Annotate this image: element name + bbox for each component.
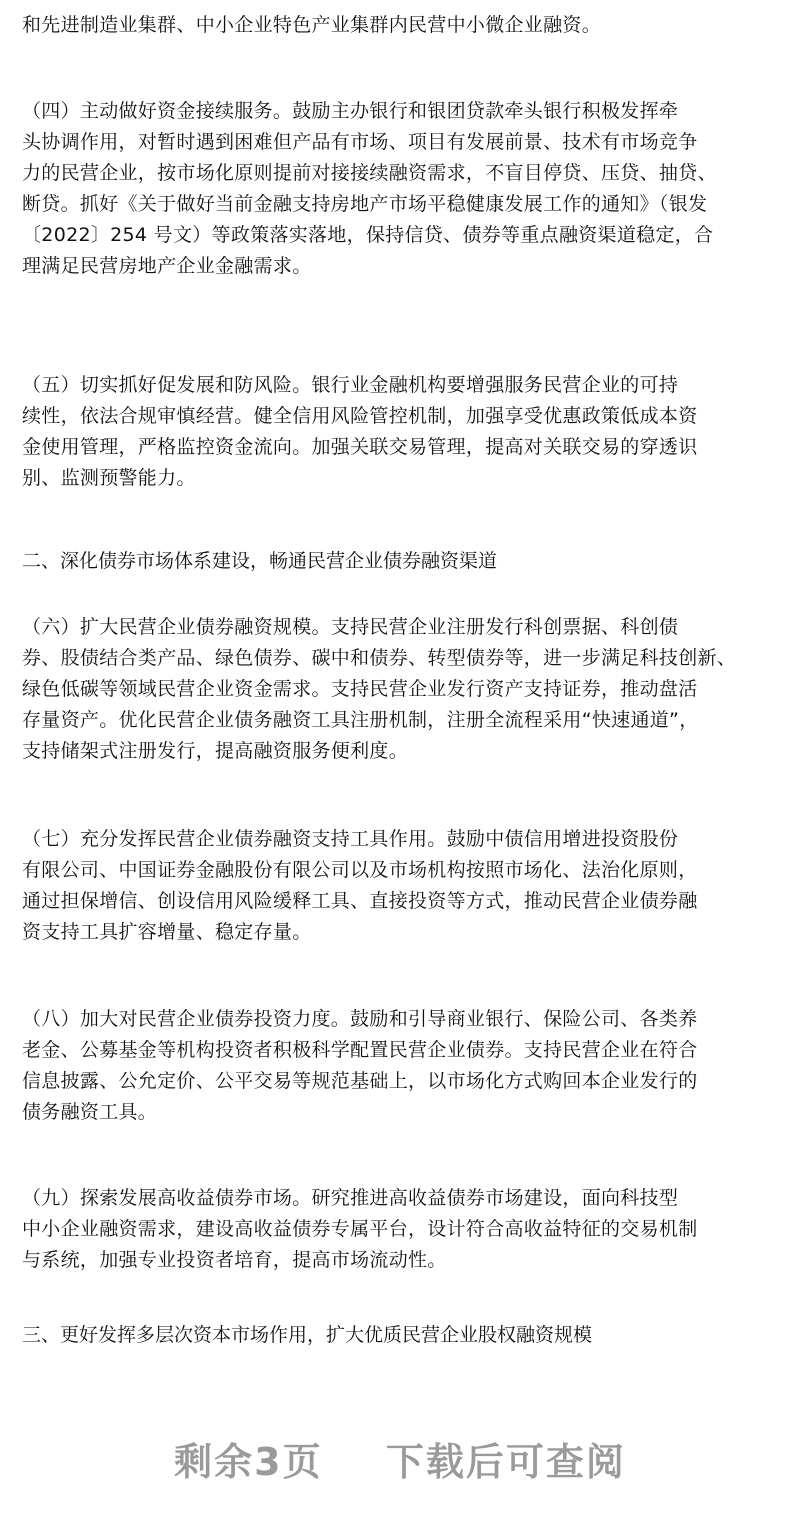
download-prompt[interactable] — [0, 1432, 800, 1492]
paragraph-7: （七）充分发挥民营企业债券融资支持工具作用。鼓励中债信用增进投资股份 有限公司、中国证券金融股份有限公司以及市场机构按照市场化、法治化原则， 通过担保增信、创设信用风险缓释工具、直接投资等方式，推动民营企业债券融 资支持工具扩容增量、稳定存量。 — [22, 828, 698, 943]
remaining-pages-label: 剩余3页 — [174, 1440, 323, 1484]
paragraph-8: （八）加大对民营企业债券投资力度。鼓励和引导商业银行、保险公司、各类养 老金、公募基金等机构投资者积极科学配置民营企业债券。支持民营企业在符合 信息披露、公允定价、公平交易等规范基础上，以市场化方式购回本企业发行的 债务融资工具。 — [22, 1008, 698, 1123]
paragraph-9: （九）探索发展高收益债券市场。研究推进高收益债券市场建设，面向科技型 中小企业融资需求，建设高收益债券专属平台，设计符合高收益特征的交易机制 与系统，加强专业投资者培育，提高市场流动性。 — [22, 1187, 698, 1271]
paragraph-4: （四）主动做好资金接续服务。鼓励主办银行和银团贷款牵头银行积极发挥牵 头协调作用，对暂时遇到困难但产品有市场、项目有发展前景、技术有市场竞争 力的民营企业，按市场化原则提前对接接续融资需求，不盲目停贷、压贷、抽贷、 断贷。抓好《关于做好当前金融支持房地产市场平稳健康发展工作的通知》（银发 〔2022〕254 号文）等政策落实落地，保持信贷、债券等重点融资渠道稳定，合 理满足民营房地产企业金融需求。 — [22, 100, 717, 277]
paragraph-6: （六）扩大民营企业债券融资规模。支持民营企业注册发行科创票据、科创债 券、股债结合类产品、绿色债券、碳中和债券、转型债券等，进一步满足科技创新、 绿色低碳等领域民营企业资金需求。支持民营企业发行资产支持证券，推动盘活 存量资产。优化民营企业债务融资工具注册机制，注册全流程采用“快速通道”， 支持储架式注册发行，提高融资服务便利度。 — [22, 616, 737, 762]
section-heading-3: 三、更好发挥多层次资本市场作用，扩大优质民营企业股权融资规模 — [22, 1324, 593, 1346]
section-heading-2: 二、深化债券市场体系建设，畅通民营企业债券融资渠道 — [22, 550, 498, 572]
download-to-view-label: 下载后可查阅 — [385, 1440, 626, 1484]
paragraph-5: （五）切实抓好促发展和防风险。银行业金融机构要增强服务民营企业的可持 续性，依法合规审慎经营。健全信用风险管控机制，加强享受优惠政策低成本资 金使用管理，严格监控资金流向。加强关联交易管理，提高对关联交易的穿透识 别、监测预警能力。 — [22, 374, 698, 489]
paragraph-continued: 和先进制造业集群、中小企业特色产业集群内民营中小微企业融资。 — [22, 14, 602, 36]
